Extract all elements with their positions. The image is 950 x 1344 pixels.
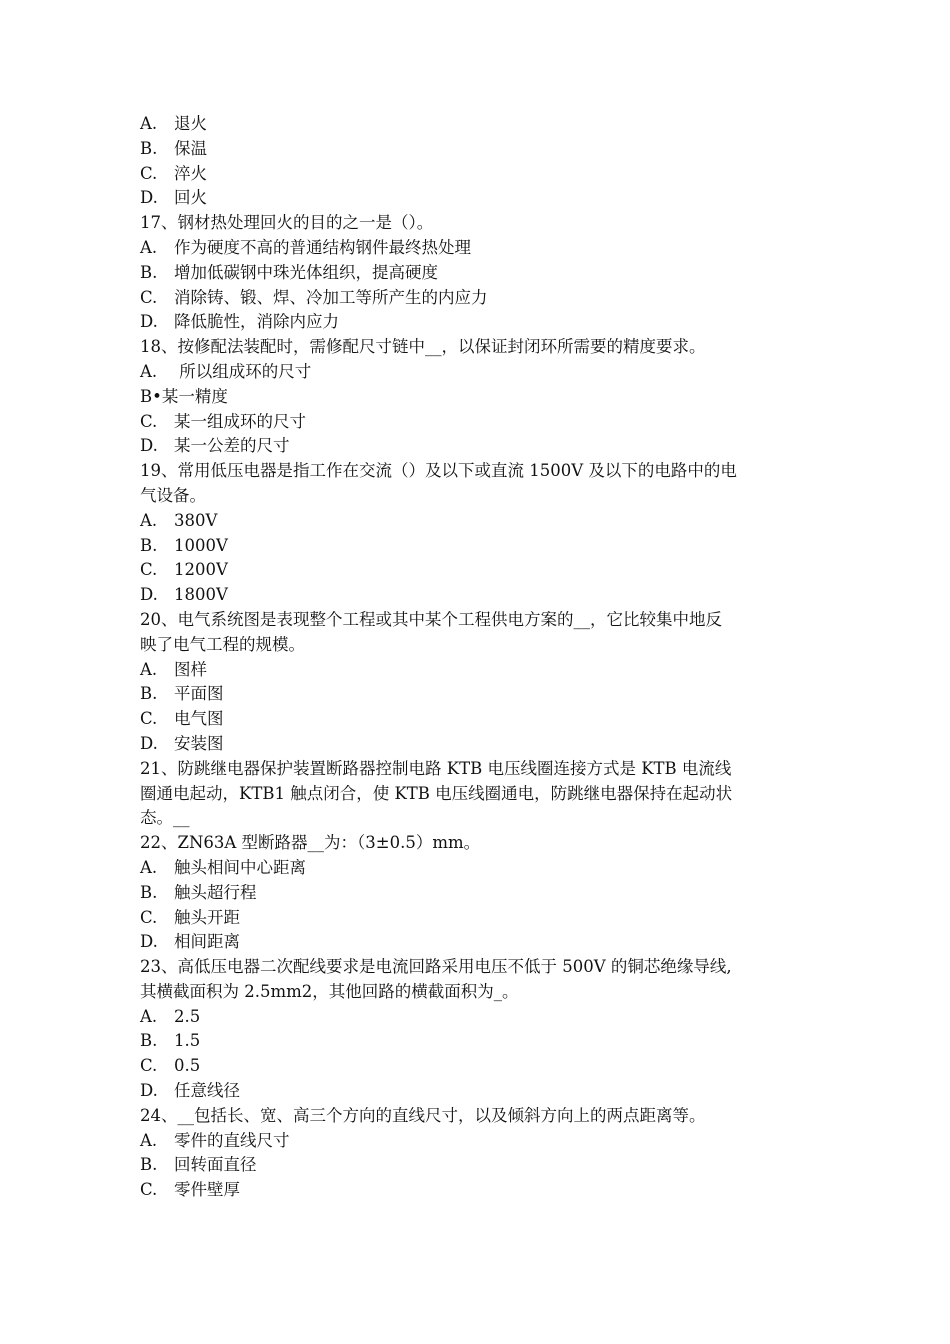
question-text: 23、高低压电器二次配线要求是电流回路采用电压不低于 500V 的铜芯绝缘导线, [140, 957, 732, 977]
option-letter: A. [140, 1006, 158, 1026]
option-text: 触头超行程 [174, 882, 257, 902]
question-text: 19、常用低压电器是指工作在交流（）及以下或直流 1500V 及以下的电路中的电 [140, 461, 737, 481]
option-letter: C. [140, 287, 158, 307]
question-text: 态。__ [140, 808, 190, 828]
answer-option [140, 1129, 812, 1154]
option-text: 零件壁厚 [174, 1180, 240, 1200]
question-text: 圈通电起动，KTB1 触点闭合，使 KTB 电压线圈通电，防跳继电器保持在起动状 [140, 783, 733, 803]
option-letter: C. [140, 907, 158, 927]
option-letter: A. [140, 659, 158, 679]
option-text: 1000V [174, 535, 228, 555]
option-text: 任意线径 [174, 1081, 240, 1101]
answer-option [140, 310, 812, 335]
option-letter: D. [140, 733, 158, 753]
option-text: 退火 [174, 114, 207, 133]
question-text: 18、按修配法装配时，需修配尺寸链中__，以保证封闭环所需要的精度要求。 [140, 337, 706, 357]
option-letter: B. [140, 1155, 158, 1175]
option-letter: B. [140, 882, 158, 902]
answer-option [140, 906, 812, 931]
answer-option [140, 1005, 812, 1030]
answer-option [140, 509, 812, 534]
option-text: 作为硬度不高的普通结构钢件最终热处理 [174, 237, 471, 257]
question-text: 24、__包括长、宽、高三个方向的直线尺寸，以及倾斜方向上的两点距离等。 [140, 1105, 706, 1125]
option-text: 相间距离 [174, 932, 240, 952]
option-text: 某一公差的尺寸 [174, 436, 290, 456]
option-letter: D. [140, 585, 158, 605]
option-text: 图样 [174, 659, 207, 679]
option-letter: B. [140, 684, 158, 704]
option-text: 2.5 [174, 1006, 201, 1026]
answer-option [140, 881, 812, 906]
option-text: 回转面直径 [174, 1155, 257, 1175]
option-text: 降低脆性，消除内应力 [174, 312, 339, 332]
answer-option [140, 1178, 812, 1203]
option-text: 1.5 [174, 1031, 201, 1051]
answer-option [140, 261, 812, 286]
answer-option [140, 137, 812, 162]
option-letter: A. [140, 1130, 158, 1150]
option-letter: A. [140, 361, 158, 381]
option-letter: A. [140, 857, 158, 877]
option-letter: B. [140, 1031, 158, 1051]
answer-option [140, 534, 812, 559]
option-text: 保温 [174, 138, 207, 158]
answer-option [140, 1153, 812, 1178]
option-letter: B. [140, 262, 158, 282]
question-text: 20、电气系统图是表现整个工程或其中某个工程供电方案的__，它比较集中地反 [140, 609, 722, 629]
option-letter: D. [140, 932, 158, 952]
option-letter: B. [140, 138, 158, 158]
option-letter: D. [140, 312, 158, 332]
answer-option [140, 186, 812, 211]
answer-option [140, 236, 812, 261]
option-letter: D. [140, 188, 158, 208]
option-text: 某一组成环的尺寸 [174, 411, 306, 431]
answer-option [140, 658, 812, 683]
option-text: 触头相间中心距离 [174, 857, 306, 877]
option-letter: A. [140, 510, 158, 530]
answer-option [140, 360, 812, 385]
answer-option [140, 286, 812, 311]
answer-option [140, 1054, 812, 1079]
option-text: 消除铸、锻、焊、冷加工等所产生的内应力 [174, 287, 488, 307]
document-page [140, 112, 812, 1203]
question-text: 其横截面积为 2.5mm2，其他回路的横截面积为_。 [140, 981, 519, 1001]
option-letter: C. [140, 1180, 158, 1200]
option-letter: C. [140, 1056, 158, 1076]
option-text: 电气图 [174, 709, 224, 729]
answer-option [140, 1029, 812, 1054]
answer-option [140, 434, 812, 459]
option-letter: C. [140, 560, 158, 580]
option-text: 零件的直线尺寸 [174, 1130, 290, 1150]
option-text: 380V [174, 510, 218, 530]
question-text: 17、钢材热处理回火的目的之一是（）。 [140, 213, 434, 233]
option-text: 触头开距 [174, 907, 240, 927]
answer-option [140, 162, 812, 187]
answer-option [140, 1079, 812, 1104]
answer-option [140, 930, 812, 955]
option-text: 1200V [174, 560, 228, 580]
option-letter: D. [140, 436, 158, 456]
option-text: 安装图 [174, 733, 224, 753]
option-text: 所以组成环的尺寸 [174, 361, 312, 381]
question-text: 映了电气工程的规模。 [140, 634, 305, 654]
answer-option [140, 112, 812, 137]
answer-option [140, 558, 812, 583]
question-text: 21、防跳继电器保护装置断路器控制电路 KTB 电压线圈连接方式是 KTB 电流线 [140, 758, 732, 778]
option-letter: C. [140, 411, 158, 431]
option-text: 1800V [174, 585, 228, 605]
option-text: 淬火 [174, 163, 207, 183]
answer-option [140, 682, 812, 707]
answer-option [140, 410, 812, 435]
option-letter: A. [140, 237, 158, 257]
answer-option [140, 732, 812, 757]
option-letter: B. [140, 535, 158, 555]
option-text: 增加低碳钢中珠光体组织，提高硬度 [174, 262, 438, 282]
option-letter: C. [140, 709, 158, 729]
option-text: 平面图 [174, 684, 224, 704]
question-text: 22、ZN63A 型断路器__为：（3±0.5）mm。 [140, 833, 481, 853]
text-line: B•某一精度 [140, 386, 228, 406]
question-text: 气设备。 [140, 485, 206, 505]
answer-option [140, 707, 812, 732]
option-text: 回火 [174, 188, 207, 208]
answer-option [140, 856, 812, 881]
option-letter: D. [140, 1081, 158, 1101]
option-text: 0.5 [174, 1056, 201, 1076]
option-letter: A. [140, 114, 158, 133]
option-letter: C. [140, 163, 158, 183]
answer-option [140, 583, 812, 608]
